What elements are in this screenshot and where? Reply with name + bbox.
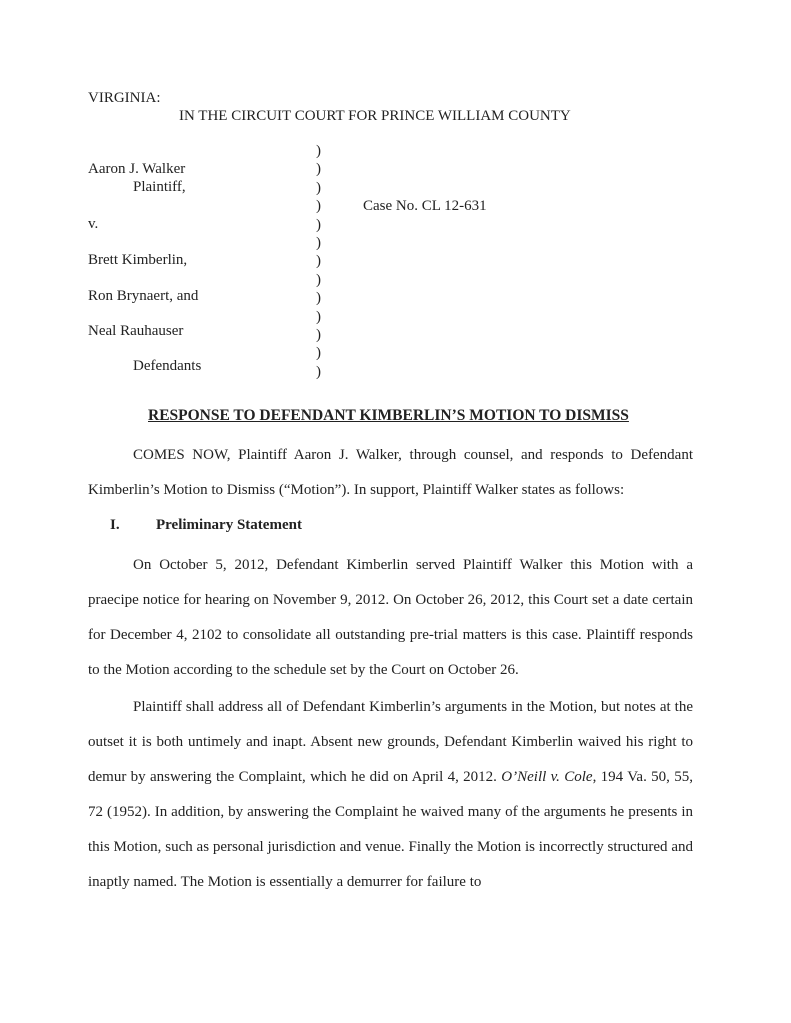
state-label: VIRGINIA:	[88, 90, 161, 106]
paragraph-preliminary-1: On October 5, 2012, Defendant Kimberlin served Plaintiff Walker this Motion with a praecipe notice for hearing on November 9, 2012. On October 26, 2012, this Court set a date certain for December 4, 2102 to consolidate all outstanding pre-trial matters is this case. Plaintiff responds to the Motion according to the schedule set by the Court on October 26.	[88, 557, 693, 678]
plaintiff-role: Plaintiff,	[133, 179, 186, 195]
section-heading: Preliminary Statement	[156, 517, 302, 533]
court-name: IN THE CIRCUIT COURT FOR PRINCE WILLIAM COUNTY	[179, 108, 571, 124]
defendant-2: Ron Brynaert, and	[88, 288, 199, 304]
versus-label: v.	[88, 216, 99, 232]
paragraph-2-part-a: Plaintiff shall address all of Defendant Kimberlin’s arguments in the Motion, but notes at the outset it is both untimely and inapt. Absent new grounds, Defendant Kimberlin waived his right to demur by answering the Complaint, which he did on April 4, 2012.	[88, 699, 693, 785]
defendant-3: Neal Rauhauser	[88, 323, 184, 339]
plaintiff-name: Aaron J. Walker	[88, 161, 186, 177]
document-title: RESPONSE TO DEFENDANT KIMBERLIN’S MOTION TO DISMISS	[148, 407, 629, 424]
paragraph-preliminary-2	[88, 690, 693, 900]
case-number: Case No. CL 12-631	[363, 198, 487, 214]
defendant-1: Brett Kimberlin,	[88, 252, 188, 268]
paragraph-2-part-b: , 194 Va. 50, 55, 72 (1952). In addition, by answering the Complaint he waived many of the arguments he presents in this Motion, such as personal jurisdiction and venue. Finally the Motion is incorrectly structured and inaptly named. The Motion is essentially a demurrer for failure to	[88, 769, 693, 890]
defendant-role: Defendants	[133, 358, 202, 374]
intro-paragraph: COMES NOW, Plaintiff Aaron J. Walker, through counsel, and responds to Defendant Kimberlin’s Motion to Dismiss (“Motion”). In support, Plaintiff Walker states as follows:	[88, 447, 693, 498]
caption-parentheses: ) ) ) ) ) ) ) ) ) ) ) ) )	[316, 143, 321, 380]
case-citation: O’Neill v. Cole	[501, 769, 593, 785]
section-number: I.	[110, 517, 120, 533]
